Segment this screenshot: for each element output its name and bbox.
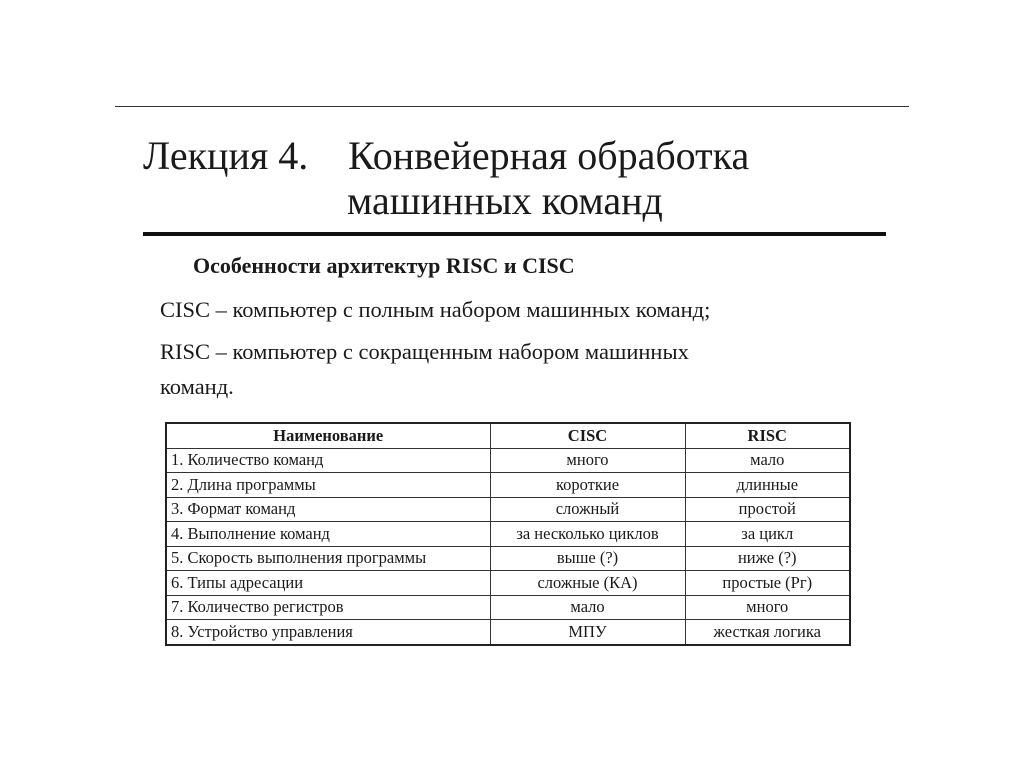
cell-cisc: МПУ	[490, 620, 685, 645]
cell-risc: жесткая логика	[685, 620, 850, 645]
cell-name: 5. Скорость выполнения программы	[166, 546, 490, 571]
cell-cisc: сложные (КА)	[490, 571, 685, 596]
cell-risc: простой	[685, 497, 850, 522]
cell-cisc: сложный	[490, 497, 685, 522]
title-line-2: машинных команд	[347, 178, 663, 223]
cell-cisc: короткие	[490, 473, 685, 498]
table-row	[166, 620, 850, 645]
table-row	[166, 595, 850, 620]
cell-cisc: мало	[490, 595, 685, 620]
cell-name: 2. Длина программы	[166, 473, 490, 498]
table-row	[166, 546, 850, 571]
cell-name: 1. Количество команд	[166, 448, 490, 473]
top-divider	[115, 106, 909, 107]
title-underline	[143, 232, 886, 236]
header-cisc: CISC	[490, 423, 685, 448]
table-header-row	[166, 423, 850, 448]
cell-risc: за цикл	[685, 522, 850, 547]
header-name: Наименование	[166, 423, 490, 448]
table-row	[166, 497, 850, 522]
body-line-cisc: CISC – компьютер с полным набором машинных команд;	[160, 297, 711, 322]
cell-risc: мало	[685, 448, 850, 473]
table-row	[166, 522, 850, 547]
body-line-continuation: команд.	[160, 374, 234, 399]
section-heading: Особенности архитектур RISC и CISC	[193, 253, 575, 278]
cell-risc: длинные	[685, 473, 850, 498]
table-row	[166, 473, 850, 498]
table-row	[166, 571, 850, 596]
cell-risc: ниже (?)	[685, 546, 850, 571]
cell-name: 3. Формат команд	[166, 497, 490, 522]
cell-risc: простые (Рг)	[685, 571, 850, 596]
title-line-1	[143, 132, 749, 179]
title-text: Конвейерная обработка	[348, 133, 750, 178]
lecture-number: Лекция 4.	[143, 133, 309, 178]
body-line-risc: RISC – компьютер с сокращенным набором машинных	[160, 339, 689, 364]
comparison-table	[165, 422, 851, 646]
header-risc: RISC	[685, 423, 850, 448]
cell-risc: много	[685, 595, 850, 620]
cell-cisc: выше (?)	[490, 546, 685, 571]
cell-name: 7. Количество регистров	[166, 595, 490, 620]
cell-cisc: много	[490, 448, 685, 473]
cell-name: 8. Устройство управления	[166, 620, 490, 645]
table-row	[166, 448, 850, 473]
cell-cisc: за несколько циклов	[490, 522, 685, 547]
cell-name: 4. Выполнение команд	[166, 522, 490, 547]
cell-name: 6. Типы адресации	[166, 571, 490, 596]
